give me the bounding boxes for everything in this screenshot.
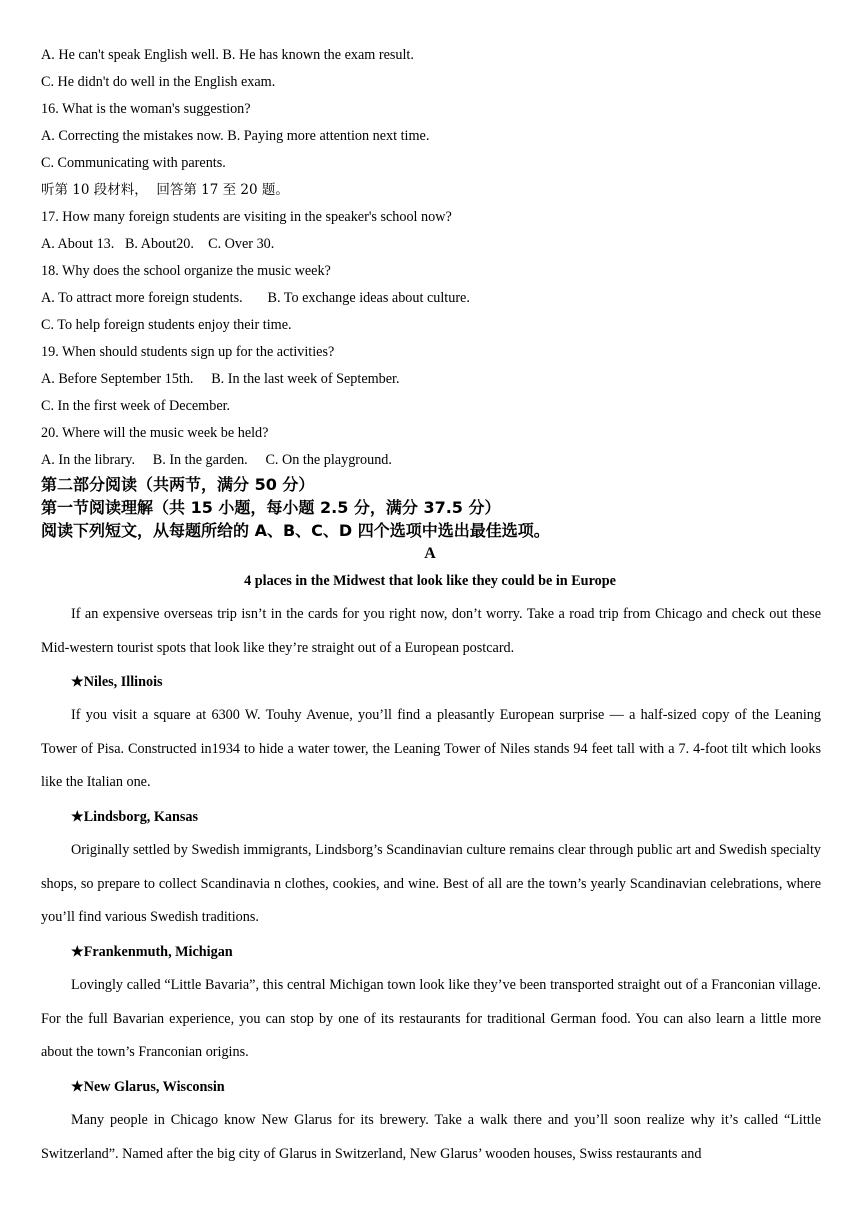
- q18-option-c: C. To help foreign students enjoy their time.: [41, 317, 292, 333]
- q19-options-ab: A. Before September 15th. B. In the last week of September.: [41, 371, 400, 387]
- q20-options: A. In the library. B. In the garden. C. On the playground.: [41, 452, 392, 468]
- place-text-niles: If you visit a square at 6300 W. Touhy Avenue, you’ll find a pleasantly European surprise — a half-sized copy of the Leaning Tower of Pisa. Constructed in1934 to hide a water tower, the Leaning Tower of Niles stands 94 feet tall with a 7. 4-foot tilt which looks like the Italian one.: [41, 707, 821, 791]
- q17-question: 17. How many foreign students are visiting in the speaker's school now?: [41, 209, 452, 225]
- passage-letter: A: [424, 545, 436, 562]
- place-heading-frankenmuth: ★Frankenmuth, Michigan: [71, 944, 233, 960]
- listening-section-10-instruction: 听第 10 段材料， 回答第 17 至 20 题。: [41, 182, 289, 198]
- place-text-lindsborg: Originally settled by Swedish immigrants, Lindsborg’s Scandinavian culture remains clear through public art and Swedish specialty shops, so prepare to collect Scandinavia n clothes, cookies, and wine. Best of all are the town’s yearly Scandinavian celebrations, where you’ll find various Swedish traditions.: [41, 842, 821, 926]
- q18-options-ab: A. To attract more foreign students. B. To exchange ideas about culture.: [41, 290, 470, 306]
- q16-option-c: C. Communicating with parents.: [41, 155, 226, 171]
- reading-section-title: 第一节阅读理解（共 15 小题，每小题 2.5 分，满分 37.5 分）: [41, 498, 501, 517]
- q17-options: A. About 13. B. About20. C. Over 30.: [41, 236, 275, 252]
- q18-question: 18. Why does the school organize the music week?: [41, 263, 331, 279]
- reading-part-title: 第二部分阅读（共两节，满分 50 分）: [41, 475, 315, 494]
- place-heading-lindsborg: ★Lindsborg, Kansas: [71, 809, 199, 825]
- q15-options-ab: A. He can't speak English well. B. He has known the exam result.: [41, 47, 414, 63]
- place-heading-new-glarus: ★New Glarus, Wisconsin: [71, 1079, 225, 1095]
- passage-intro: If an expensive overseas trip isn’t in the cards for you right now, don’t worry. Take a road trip from Chicago and check out these Mid-western tourist spots that look like they’re straight out of a European postcard.: [41, 606, 821, 656]
- q15-option-c: C. He didn't do well in the English exam.: [41, 74, 276, 90]
- q19-question: 19. When should students sign up for the activities?: [41, 344, 335, 360]
- place-text-new-glarus: Many people in Chicago know New Glarus for its brewery. Take a walk there and you’ll soon realize why it’s called “Little Switzerland”. Named after the big city of Glarus in Switzerland, New Glarus’ wooden houses, Swiss restaurants and: [41, 1112, 821, 1162]
- q16-options-ab: A. Correcting the mistakes now. B. Paying more attention next time.: [41, 128, 430, 144]
- place-heading-niles: ★Niles, Illinois: [71, 674, 163, 690]
- q16-question: 16. What is the woman's suggestion?: [41, 101, 251, 117]
- passage-title: 4 places in the Midwest that look like they could be in Europe: [244, 573, 616, 589]
- reading-instructions: 阅读下列短文，从每题所给的 A、B、C、D 四个选项中选出最佳选项。: [41, 521, 550, 540]
- place-text-frankenmuth: Lovingly called “Little Bavaria”, this central Michigan town look like they’ve been transported straight out of a Franconian village. For the full Bavarian experience, you can stop by one of its restaurants for traditional German food. You can also learn a little more about the town’s Franconian origins.: [41, 977, 821, 1061]
- q20-question: 20. Where will the music week be held?: [41, 425, 269, 441]
- q19-option-c: C. In the first week of December.: [41, 398, 231, 414]
